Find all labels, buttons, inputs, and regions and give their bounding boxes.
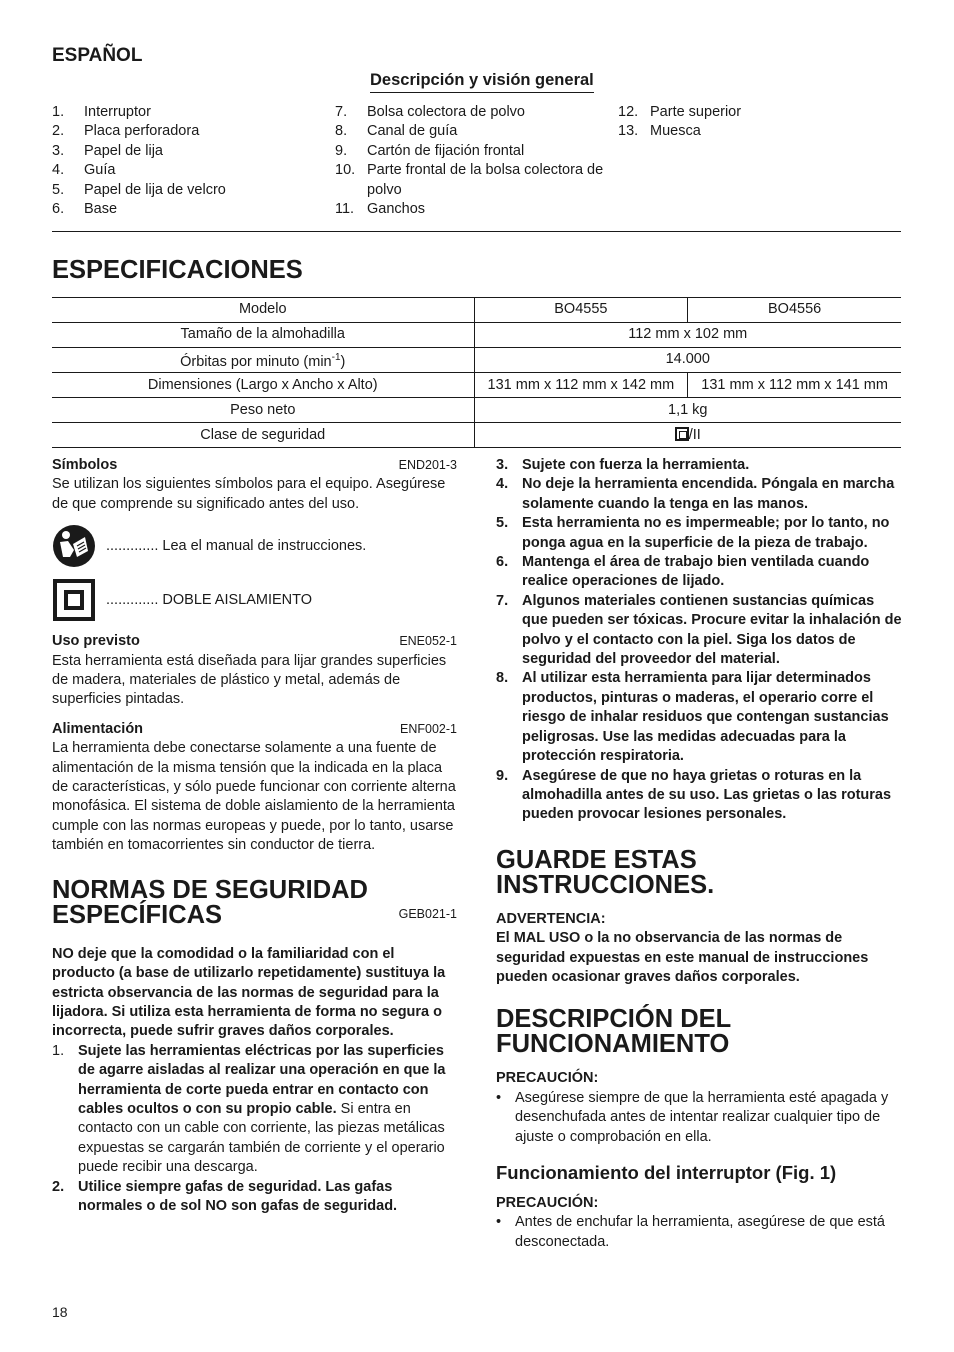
list-item: 9. Asegúrese de que no haya grietas o roturas en la almohadilla antes de su uso. Las grietas o las roturas pueden provocar lesiones personales.: [496, 767, 892, 823]
list-item: 6. Mantenga el área de trabajo bien ventilada cuando realice operaciones de lijado.: [496, 554, 870, 590]
list-item: • Asegúrese siempre de que la herramienta esté apagada y desenchufada antes de intentar realizar cualquier tipo de ajuste o comprobación en ella.: [496, 1089, 889, 1145]
save-instructions-title: GUARDE ESTAS INSTRUCCIONES.: [496, 845, 715, 899]
section-code: GEB021-1: [398, 907, 457, 922]
safety-list: [52, 1042, 457, 1217]
list-item: 3. Papel de lija: [52, 142, 163, 159]
caution-label: PRECAUCIÓN:: [496, 1070, 599, 1087]
safety-intro: NO deje que la comodidad o la familiaridad con el producto (a base de utilizarlo repetidamente) sustituya la estricta observancia de las normas de seguridad para la lijadora. Si utiliza esta herramienta de forma no segura o incorrecta, puede sufrir graves daños corporales.: [52, 945, 446, 1040]
section-code: ENF002-1: [400, 721, 457, 736]
list-item: 11. Ganchos: [335, 201, 426, 218]
warning-text: El MAL USO o la no observancia de las normas de seguridad expuestas en este manual de instrucciones pueden ocasionar graves daños corporales.: [496, 930, 869, 985]
list-item: 7. Algunos materiales contienen sustancias químicas que pueden ser tóxicas. Procure evitar la inhalación de polvo y el contacto con la piel. Siga los datos de seguridad del proveedor del material.: [496, 592, 902, 668]
symbols-text: Se utilizan los siguientes símbolos para el equipo. Asegúrese de que comprende su significado antes del uso.: [52, 476, 446, 512]
language-heading: ESPAÑOL: [52, 45, 143, 66]
list-item: 4. Guía: [52, 162, 116, 179]
list-item: 8. Canal de guía: [335, 123, 458, 140]
list-item: 5. Esta herramienta no es impermeable; por lo tanto, no ponga agua en la superficie de la pieza de trabajo.: [496, 515, 890, 551]
list-item: 3. Sujete con fuerza la herramienta.: [496, 457, 750, 473]
power-title: Alimentación: [52, 720, 144, 737]
table-cell: 112 mm x 102 mm: [474, 323, 901, 348]
read-manual-icon: [52, 524, 96, 568]
function-title: DESCRIPCIÓN DEL FUNCIONAMIENTO: [496, 1005, 732, 1059]
table-cell: Clase de seguridad: [52, 423, 474, 448]
table-cell: 131 mm x 112 mm x 141 mm: [688, 373, 901, 398]
table-row: [52, 423, 901, 448]
list-item: 1. Interruptor: [52, 104, 151, 120]
table-cell: BO4555: [474, 298, 688, 323]
caution-list: [496, 1089, 902, 1147]
right-column: [496, 456, 902, 1252]
list-item: 9. Cartón de fijación frontal: [335, 142, 525, 159]
read-manual-label: ............. Lea el manual de instrucciones.: [106, 537, 367, 554]
table-cell: /II: [474, 423, 901, 448]
caution-label: PRECAUCIÓN:: [496, 1194, 599, 1211]
table-cell: Tamaño de la almohadilla: [52, 323, 474, 348]
parts-list-col2: [335, 103, 610, 219]
table-row: [52, 398, 901, 423]
list-item: 8. Al utilizar esta herramienta para lijar determinados productos, pinturas o maderas, el operario corre el riesgo de inhalar residuos que contengan sustancias peligrosas. Use las medidas adecuadas para la protección respiratoria.: [496, 670, 889, 765]
divider: [52, 231, 901, 232]
parts-list-col3: [618, 103, 818, 142]
safety-title: NORMAS DE SEGURIDAD ESPECÍFICAS: [52, 875, 368, 929]
list-item: 13. Muesca: [618, 123, 701, 140]
switch-action-title: Funcionamiento del interruptor (Fig. 1): [496, 1161, 837, 1183]
table-cell: BO4556: [688, 298, 901, 323]
intended-use-text: Esta herramienta está diseñada para lijar grandes superficies de madera, materiales de plástico y metal, además de superficies pintadas.: [52, 652, 447, 708]
table-cell: Modelo: [52, 298, 474, 323]
table-row: [52, 373, 901, 398]
warning-label: ADVERTENCIA:: [496, 910, 606, 927]
overview-title: Descripción y visión general: [370, 71, 594, 93]
left-column: [52, 456, 457, 1216]
list-item: 5. Papel de lija de velcro: [52, 181, 226, 198]
table-cell: Dimensiones (Largo x Ancho x Alto): [52, 373, 474, 398]
list-item: 6. Base: [52, 201, 118, 218]
table-cell: 1,1 kg: [474, 398, 901, 423]
list-item: 2. Utilice siempre gafas de seguridad. Las gafas normales o de sol NO son gafas de seguridad.: [52, 1178, 398, 1214]
list-item: 12. Parte superior: [618, 104, 742, 120]
safety-list-continued: [496, 456, 902, 825]
table-row: [52, 348, 901, 373]
table-row: [52, 323, 901, 348]
double-insulation-label: ............. DOBLE AISLAMIENTO: [106, 591, 313, 608]
list-item: • Antes de enchufar la herramienta, asegúrese de que está desconectada.: [496, 1214, 885, 1250]
section-code: ENE052-1: [399, 634, 457, 649]
table-cell: 131 mm x 112 mm x 142 mm: [474, 373, 688, 398]
table-cell: 14.000: [474, 348, 901, 373]
table-row: [52, 298, 901, 323]
double-insulation-icon: [675, 427, 689, 441]
table-cell: Órbitas por minuto $(\min^{-1})$: [52, 348, 474, 373]
list-item: 2. Placa perforadora: [52, 123, 200, 140]
list-item: 7. Bolsa colectora de polvo: [335, 104, 525, 120]
section-code: END201-3: [398, 458, 457, 472]
symbols-title: Símbolos: [52, 457, 118, 473]
table-cell: Peso neto: [52, 398, 474, 423]
power-text: La herramienta debe conectarse solamente a una fuente de alimentación de la misma tensión que la indicada en la placa de características, y sólo puede funcionar con corriente alterna monofásica. El sistema de doble aislamiento de la herramienta cumple con las normas europeas y puede, por lo tanto, usarse también en tomacorrientes sin conductor de tierra.: [52, 740, 456, 854]
list-item: 10. Parte frontal de la bolsa colectora de polvo: [335, 162, 604, 198]
list-item: 4. No deje la herramienta encendida. Póngala en marcha solamente cuando la tenga en las manos.: [496, 476, 895, 512]
list-item: 1. Sujete las herramientas eléctricas por las superficies de agarre aisladas al realizar una operación en que la herramienta de corte pueda entrar en contacto con cables ocultos o con su propio cable. Si entra en contacto con un cable con corriente, las piezas metálicas expuestas se cargarán también de corriente y el operario puede recibir una descarga.: [52, 1042, 446, 1176]
page-number: 18: [52, 1304, 68, 1320]
intended-use-title: Uso previsto: [52, 633, 140, 650]
specifications-table: [52, 297, 901, 448]
caution-list: [496, 1213, 902, 1252]
parts-list-col1: [52, 103, 322, 219]
double-insulation-icon: [52, 578, 96, 622]
specifications-title: ESPECIFICACIONES: [52, 256, 303, 284]
